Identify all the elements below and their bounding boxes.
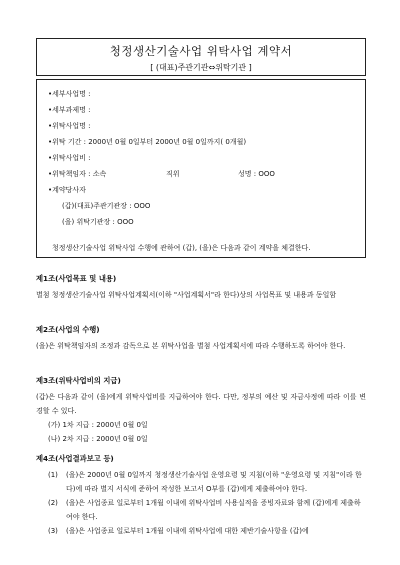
article-1-heading: 제1조(사업목표 및 내용) [36, 274, 117, 283]
item-text: (을)은 2000년 0월 0일까지 청정생산기술사업 운영요령 및 지침(이하 "운영요령 및 지침"이라 한다)에 따라 별지 서식에 준하여 작성한 보고서 O부를 (갑)에게 제출하여야 한다. [66, 471, 362, 493]
article-1-body: 별첨 청정생산기술사업 위탁사업계획서(이하 "사업계획서"라 한다)상의 사업목표 및 내용과 동일함 [36, 291, 337, 299]
project-name-row: •세부사업명 : [48, 90, 91, 98]
position-label: 직위 [166, 170, 180, 178]
article-3-item-2: (나) 2차 지급 : 2000년 0월 0일 [48, 435, 148, 443]
subproject-title-row: •세부과제명 : [48, 106, 91, 114]
article-2-body: (을)은 위탁책임자의 조정과 감독으로 본 위탁사업을 별첨 사업계획서에 따라 수행하도록 하여야 한다. [36, 342, 346, 350]
article-4-item [36, 468, 366, 496]
lead-researcher-label: •위탁책임자 : 소속 [48, 170, 107, 178]
item-number: (1) [48, 471, 58, 479]
item-number: (2) [48, 499, 58, 507]
document-title: 청정생산기술사업 위탁사업 계약서 [109, 44, 293, 58]
article-3-body: (갑)은 다음과 같이 (을)에게 위탁사업비를 지급하여야 한다. 다만, 정부의 예산 및 자금사정에 따라 이를 변경할 수 있다. [36, 393, 366, 415]
article-4 [36, 454, 366, 538]
article-1 [36, 274, 366, 302]
document-header [36, 38, 366, 76]
contract-info-box [36, 79, 366, 258]
document-subtitle: [ (대표)주관기관⇔위탁기관 ] [150, 63, 252, 72]
article-3 [36, 376, 366, 446]
article-2 [36, 325, 366, 353]
party-b-row: (을) 위탁기관장 : OOO [62, 218, 134, 226]
lead-researcher-row [48, 169, 275, 179]
contract-project-name-row: •위탁사업명 : [48, 122, 91, 130]
agreement-statement: 청정생산기술사업 위탁사업 수행에 관하여 (갑), (을)은 다음과 같이 계약을 체결한다. [52, 244, 311, 252]
article-2-heading: 제2조(사업의 수행) [36, 325, 100, 334]
article-4-heading: 제4조(사업결과보고 등) [36, 454, 114, 463]
article-4-item [36, 524, 366, 538]
item-number: (3) [48, 527, 58, 535]
parties-label: •계약당사자 [48, 186, 86, 194]
contract-period-row: •위탁 기간 : 2000년 0월 0일부터 2000년 0월 0일까지( 0개월) [48, 138, 247, 146]
item-text: (을)은 사업종료 일로부터 1개월 이내에 위탁사업에 대한 제반기술사항을 (갑)에 [66, 527, 309, 535]
item-text: (을)은 사업종료 일로부터 1개월 이내에 위탁사업비 사용실적을 증빙자료와 함께 (갑)에게 제출하여야 한다. [66, 499, 361, 521]
article-4-item [36, 496, 366, 524]
party-a-row: (갑)(대표)주관기관장 : OOO [62, 202, 151, 210]
name-label: 성명 : OOO [238, 170, 275, 178]
article-3-item-1: (가) 1차 지급 : 2000년 0월 0일 [48, 421, 148, 429]
article-3-heading: 제3조(위탁사업비의 지급) [36, 376, 121, 385]
budget-row: •위탁사업비 : [48, 154, 91, 162]
